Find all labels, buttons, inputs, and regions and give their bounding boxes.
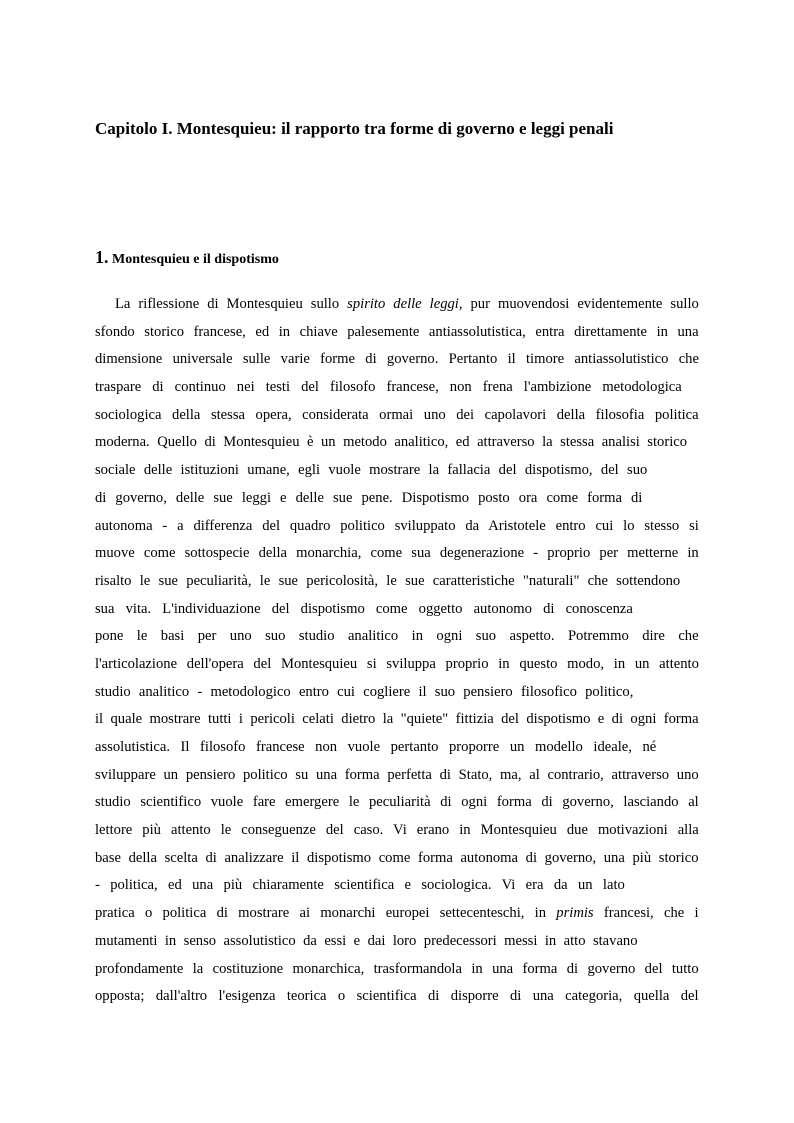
body-text-fragment: - politica, ed una più chiaramente scientifica e sociologica. Vi era da un lato <box>95 877 625 894</box>
italic-text: spirito delle leggi, <box>347 296 463 312</box>
body-line <box>95 457 699 485</box>
body-text-fragment: il quale mostrare tutti i pericoli celati dietro la "quiete" fittizia del dispotismo e di ogni forma <box>95 711 699 728</box>
body-text-fragment: pone le basi per uno suo studio analitico in ogni suo aspetto. Potremmo dire che <box>95 628 699 645</box>
body-text-fragment: profondamente la costituzione monarchica, trasformandola in una forma di governo del tutto <box>95 960 699 977</box>
body-line <box>95 568 699 596</box>
body-line <box>95 402 699 430</box>
body-text-fragment: studio scientifico vuole fare emergere le peculiarità di ogni forma di governo, lasciando al <box>95 794 699 811</box>
body-line <box>95 706 699 734</box>
body-line <box>95 789 699 817</box>
body-text-fragment: sua vita. L'individuazione del dispotismo come oggetto autonomo di conoscenza <box>95 600 633 617</box>
body-text-fragment: dimensione universale sulle varie forme di governo. Pertanto il timore antiassolutistico che <box>95 351 699 368</box>
body-line <box>95 346 699 374</box>
body-line <box>95 928 699 956</box>
body-text-fragment: autonoma - a differenza del quadro politico sviluppato da Aristotele entro cui lo stesso si <box>95 517 699 534</box>
body-line <box>95 872 699 900</box>
body-text-fragment: assolutistica. Il filosofo francese non vuole pertanto proporre un modello ideale, né <box>95 739 657 755</box>
body-text-fragment: La riflessione di Montesquieu sullo <box>115 296 348 312</box>
body-text-fragment: sviluppare un pensiero politico su una forma perfetta di Stato, ma, al contrario, attraverso uno <box>95 766 699 783</box>
body-text-fragment: risalto le sue peculiarità, le sue pericolosità, le sue caratteristiche "naturali" che sottendono <box>95 572 681 589</box>
body-text-fragment: base della scelta di analizzare il dispotismo come forma autonoma di governo, una più storico <box>95 849 699 866</box>
body-line <box>95 900 699 928</box>
body-line <box>95 734 699 762</box>
body-text-fragment: francesi, che i <box>593 905 699 922</box>
body-text-fragment: studio analitico - metodologico entro cui cogliere il suo pensiero filosofico politico, <box>95 683 634 700</box>
body-line <box>95 513 699 541</box>
body-text-fragment: di governo, delle sue leggi e delle sue pene. Dispotismo posto ora come forma di <box>95 489 643 506</box>
body-line <box>95 319 699 347</box>
chapter-title: Capitolo I. Montesquieu: il rapporto tra forme di governo e leggi penali <box>95 119 614 138</box>
body-line <box>95 623 699 651</box>
body-line <box>95 679 699 707</box>
section-title: Montesquieu e il dispotismo <box>112 252 279 267</box>
body-line <box>95 540 699 568</box>
body-line <box>95 762 699 790</box>
body-text-fragment: sfondo storico francese, ed in chiave palesemente antiassolutistica, entra direttamente in una <box>95 323 699 340</box>
section-heading <box>95 246 705 271</box>
section-number: 1. <box>95 247 109 267</box>
body-text-fragment: l'articolazione dell'opera del Montesquieu si sviluppa proprio in questo modo, in un attento <box>95 655 699 672</box>
body-line <box>95 374 699 402</box>
body-line <box>95 291 699 319</box>
body-text-fragment: moderna. Quello di Montesquieu è un metodo analitico, ed attraverso la stessa analisi storico <box>95 434 688 451</box>
body-text-fragment: muove come sottospecie della monarchia, come sua degenerazione - proprio per metterne in <box>95 545 699 562</box>
body-text-fragment: sociologica della stessa opera, considerata ormai uno dei capolavori della filosofia politica <box>95 406 699 423</box>
body-line <box>95 817 699 845</box>
body-text-fragment: pratica o politica di mostrare ai monarchi europei settecenteschi, in <box>95 905 557 922</box>
body-text-fragment: lettore più attento le conseguenze del caso. Vi erano in Montesquieu due motivazioni alla <box>95 822 699 839</box>
body-text-fragment: sociale delle istituzioni umane, egli vuole mostrare la fallacia del dispotismo, del suo <box>95 462 648 479</box>
body-line <box>95 845 699 873</box>
body-line <box>95 596 699 624</box>
body-text-fragment: pur muovendosi evidentemente sullo <box>462 296 699 312</box>
body-line <box>95 429 699 457</box>
body-line <box>95 956 699 984</box>
body-line <box>95 485 699 513</box>
italic-text: primis <box>556 905 594 922</box>
body-text-fragment: mutamenti in senso assolutistico da essi e dai loro predecessori messi in atto stavano <box>95 932 638 949</box>
body-line <box>95 651 699 679</box>
body-text-fragment: traspare di continuo nei testi del filosofo francese, non frena l'ambizione metodologica <box>95 379 682 396</box>
body-text-fragment: opposta; dall'altro l'esigenza teorica o scientifica di disporre di una categoria, quella del <box>95 988 699 1005</box>
body-line <box>95 983 699 1011</box>
body-paragraph <box>95 291 699 1011</box>
